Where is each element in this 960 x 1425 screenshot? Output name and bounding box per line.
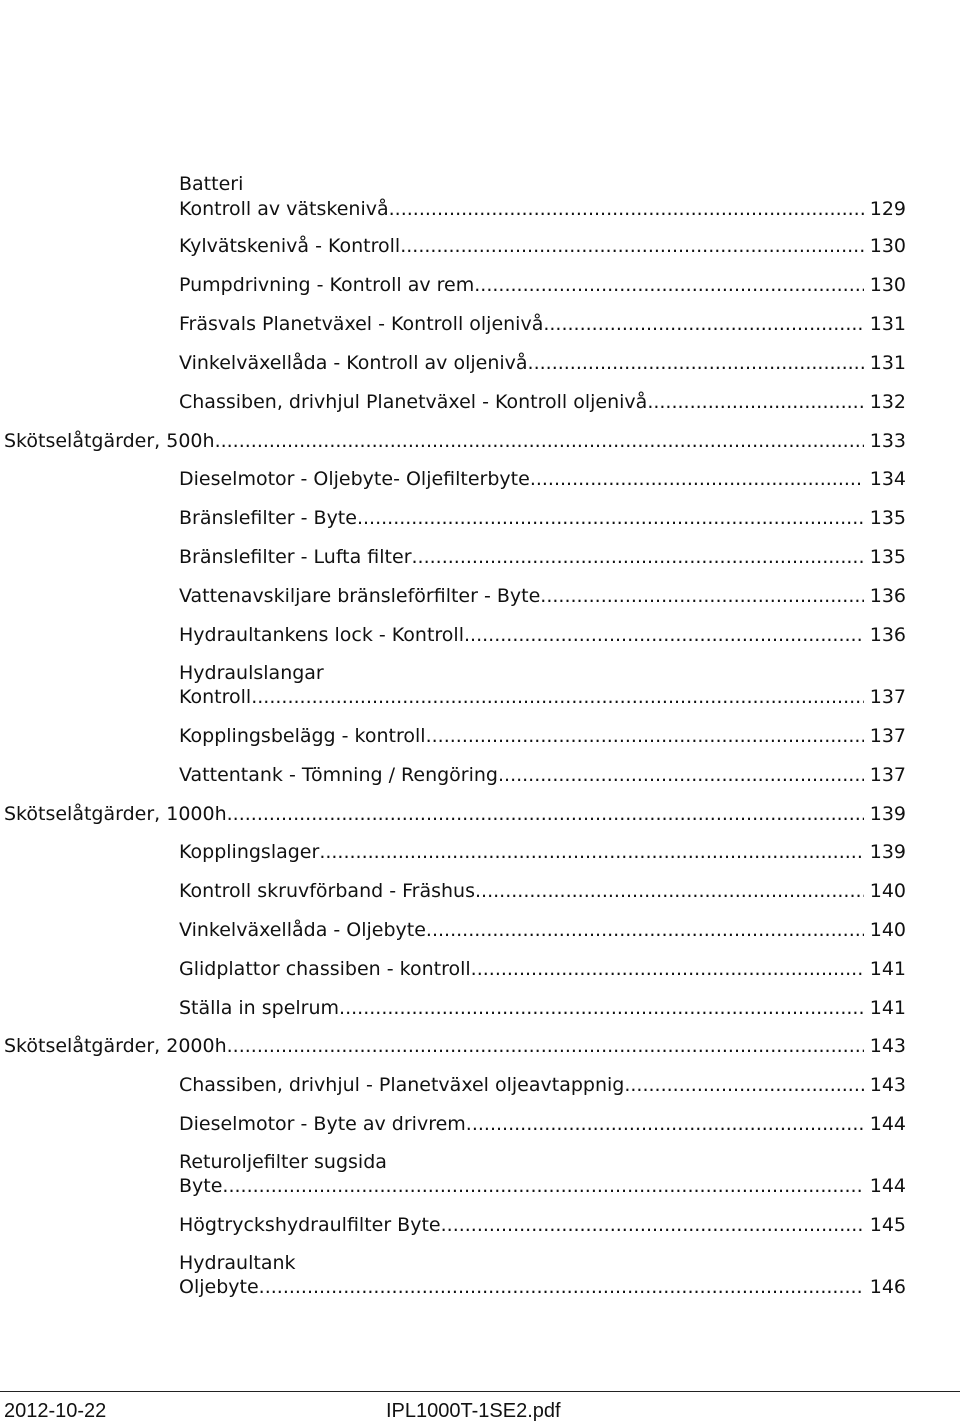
toc-entry-title: Vinkelväxellåda - Kontroll av oljenivå bbox=[179, 352, 528, 374]
toc-dot-leader bbox=[540, 583, 863, 609]
toc-entry[interactable] bbox=[179, 762, 906, 788]
toc-heading bbox=[179, 1149, 387, 1175]
toc-entry[interactable] bbox=[179, 684, 906, 710]
toc-dot-leader bbox=[412, 544, 864, 570]
toc-entry-title: Ställa in spelrum bbox=[179, 997, 340, 1019]
toc-entry[interactable] bbox=[179, 723, 906, 749]
toc-heading bbox=[179, 1250, 296, 1276]
toc-entry-title: Hydraultankens lock - Kontroll bbox=[179, 624, 464, 646]
footer-filename: IPL1000T-1SE2.pdf bbox=[386, 1400, 561, 1422]
toc-page-number: 141 bbox=[869, 958, 906, 980]
toc-page-number: 143 bbox=[869, 1074, 906, 1096]
toc-dot-leader bbox=[227, 1033, 864, 1059]
toc-entry-title: Hydraultank bbox=[179, 1252, 296, 1274]
toc-entry[interactable] bbox=[179, 995, 906, 1021]
toc-heading bbox=[179, 171, 243, 197]
toc-entry[interactable] bbox=[179, 1173, 906, 1199]
toc-dot-leader bbox=[624, 1072, 863, 1098]
toc-page-number: 139 bbox=[869, 841, 906, 863]
toc-entry-title: Kontroll bbox=[179, 686, 252, 708]
toc-entry-title: Kontroll skruvförband - Fräshus bbox=[179, 880, 475, 902]
toc-entry-title: Skötselåtgärder, 500h bbox=[4, 430, 215, 452]
toc-entry[interactable] bbox=[4, 428, 906, 454]
toc-dot-leader bbox=[400, 233, 864, 259]
toc-entry-title: Bränslefilter - Byte bbox=[179, 507, 357, 529]
toc-entry-title: Batteri bbox=[179, 173, 244, 195]
toc-page-number: 137 bbox=[869, 764, 906, 786]
toc-entry-title: Skötselåtgärder, 2000h bbox=[4, 1035, 227, 1057]
toc-dot-leader bbox=[474, 272, 863, 298]
toc-dot-leader bbox=[251, 684, 864, 710]
toc-entry[interactable] bbox=[4, 801, 906, 827]
toc-dot-leader bbox=[543, 311, 863, 337]
toc-page-number: 139 bbox=[869, 803, 906, 825]
toc-dot-leader bbox=[319, 839, 863, 865]
toc-dot-leader bbox=[357, 505, 864, 531]
toc-entry-title: Dieselmotor - Oljebyte- Oljefilterbyte bbox=[179, 468, 530, 490]
toc-entry[interactable] bbox=[179, 583, 906, 609]
toc-entry[interactable] bbox=[179, 196, 906, 222]
footer-divider bbox=[0, 1391, 960, 1392]
toc-dot-leader bbox=[441, 1212, 864, 1238]
toc-entry-title: Skötselåtgärder, 1000h bbox=[4, 803, 227, 825]
toc-page-number: 137 bbox=[869, 686, 906, 708]
toc-page-number: 129 bbox=[869, 198, 906, 220]
toc-entry[interactable] bbox=[179, 350, 906, 376]
toc-page-number: 146 bbox=[869, 1276, 906, 1298]
toc-entry[interactable] bbox=[179, 311, 906, 337]
toc-page-number: 131 bbox=[869, 313, 906, 335]
toc-page-number: 130 bbox=[869, 235, 906, 257]
toc-dot-leader bbox=[227, 801, 864, 827]
toc-entry-title: Chassiben, drivhjul - Planetväxel oljeavtappnig bbox=[179, 1074, 625, 1096]
toc-heading bbox=[179, 660, 324, 686]
toc-entry-title: Glidplattor chassiben - kontroll bbox=[179, 958, 471, 980]
footer-date: 2012-10-22 bbox=[4, 1400, 107, 1422]
toc-entry[interactable] bbox=[179, 1274, 906, 1300]
toc-dot-leader bbox=[259, 1274, 864, 1300]
toc-entry-title: Chassiben, drivhjul Planetväxel - Kontroll oljenivå bbox=[179, 391, 648, 413]
toc-entry[interactable] bbox=[179, 272, 906, 298]
toc-entry[interactable] bbox=[179, 1212, 906, 1238]
toc-entry[interactable] bbox=[179, 839, 906, 865]
toc-dot-leader bbox=[426, 723, 864, 749]
toc-page-number: 130 bbox=[869, 274, 906, 296]
toc-page-number: 131 bbox=[869, 352, 906, 374]
toc-entry[interactable] bbox=[179, 505, 906, 531]
toc-dot-leader bbox=[464, 622, 864, 648]
toc-page-number: 140 bbox=[869, 919, 906, 941]
toc-entry[interactable] bbox=[179, 1072, 906, 1098]
toc-page-number: 132 bbox=[869, 391, 906, 413]
toc-entry-title: Returoljefilter sugsida bbox=[179, 1151, 387, 1173]
toc-entry[interactable] bbox=[179, 1111, 906, 1137]
toc-entry-title: Oljebyte bbox=[179, 1276, 259, 1298]
toc-entry-title: Kylvätskenivå - Kontroll bbox=[179, 235, 401, 257]
toc-page-number: 144 bbox=[869, 1175, 906, 1197]
toc-entry[interactable] bbox=[179, 233, 906, 259]
toc-entry-title: Högtryckshydraulfilter Byte bbox=[179, 1214, 441, 1236]
toc-entry[interactable] bbox=[179, 878, 906, 904]
toc-dot-leader bbox=[475, 878, 864, 904]
toc-entry[interactable] bbox=[179, 956, 906, 982]
toc-page-number: 137 bbox=[869, 725, 906, 747]
toc-dot-leader bbox=[222, 1173, 863, 1199]
toc-dot-leader bbox=[471, 956, 864, 982]
toc-entry[interactable] bbox=[179, 917, 906, 943]
toc-dot-leader bbox=[215, 428, 864, 454]
toc-dot-leader bbox=[647, 389, 863, 415]
toc-entry-title: Kontroll av vätskenivå bbox=[179, 198, 389, 220]
toc-page-number: 145 bbox=[869, 1214, 906, 1236]
toc-page-number: 134 bbox=[869, 468, 906, 490]
toc-entry-title: Vattenavskiljare bränsleförfilter - Byte bbox=[179, 585, 541, 607]
toc-entry-title: Vinkelväxellåda - Oljebyte bbox=[179, 919, 426, 941]
toc-entry-title: Pumpdrivning - Kontroll av rem bbox=[179, 274, 475, 296]
toc-page-number: 143 bbox=[869, 1035, 906, 1057]
toc-dot-leader bbox=[498, 762, 864, 788]
toc-entry[interactable] bbox=[179, 544, 906, 570]
toc-page-number: 141 bbox=[869, 997, 906, 1019]
toc-entry-title: Vattentank - Tömning / Rengöring bbox=[179, 764, 498, 786]
toc-entry[interactable] bbox=[179, 389, 906, 415]
toc-entry-title: Byte bbox=[179, 1175, 223, 1197]
toc-dot-leader bbox=[528, 350, 864, 376]
toc-dot-leader bbox=[466, 1111, 864, 1137]
toc-entry-title: Kopplingsbelägg - kontroll bbox=[179, 725, 426, 747]
toc-page-number: 133 bbox=[869, 430, 906, 452]
toc-entry[interactable] bbox=[179, 622, 906, 648]
toc-dot-leader bbox=[530, 466, 864, 492]
toc-entry[interactable] bbox=[4, 1033, 906, 1059]
toc-entry[interactable] bbox=[179, 466, 906, 492]
toc-dot-leader bbox=[389, 196, 864, 222]
toc-dot-leader bbox=[339, 995, 864, 1021]
toc-entry-title: Kopplingslager bbox=[179, 841, 320, 863]
toc-entry-title: Fräsvals Planetväxel - Kontroll oljenivå bbox=[179, 313, 544, 335]
toc-page-number: 135 bbox=[869, 546, 906, 568]
toc-page-number: 136 bbox=[869, 585, 906, 607]
toc-entry-title: Hydraulslangar bbox=[179, 662, 324, 684]
toc-page-number: 136 bbox=[869, 624, 906, 646]
toc-entry-title: Bränslefilter - Lufta filter bbox=[179, 546, 412, 568]
toc-page-number: 144 bbox=[869, 1113, 906, 1135]
toc-page-number: 140 bbox=[869, 880, 906, 902]
toc-dot-leader bbox=[426, 917, 864, 943]
toc-page-number: 135 bbox=[869, 507, 906, 529]
toc-entry-title: Dieselmotor - Byte av drivrem bbox=[179, 1113, 466, 1135]
